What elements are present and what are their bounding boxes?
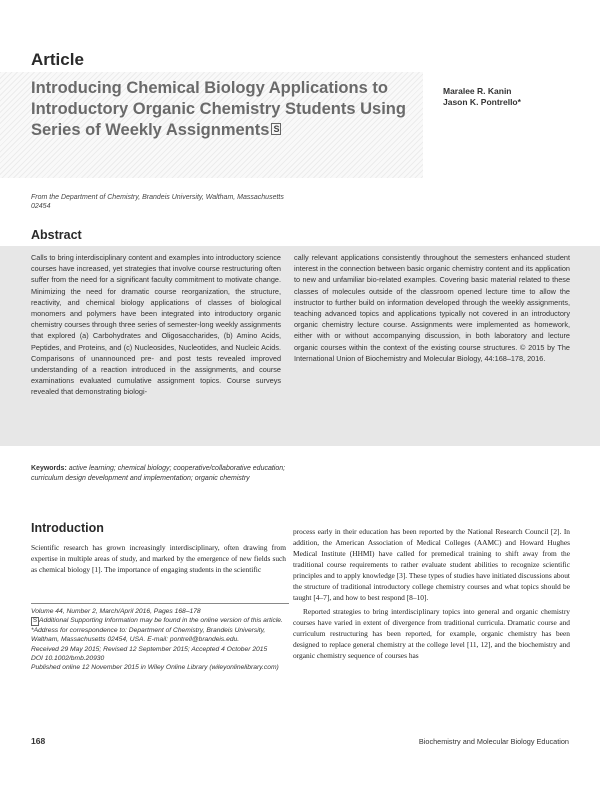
journal-name: Biochemistry and Molecular Biology Education — [418, 737, 569, 746]
doi: DOI 10.1002/bmb.20930 — [31, 654, 105, 662]
article-notes — [31, 607, 289, 672]
keywords-label: Keywords: — [31, 465, 67, 472]
published-online: Published online 12 November 2015 in Wiley Online Library (wileyonlinelibrary.com) — [31, 664, 279, 672]
author-name: Maralee R. Kanin — [443, 86, 512, 96]
author-list — [443, 86, 521, 108]
introduction-heading: Introduction — [31, 521, 104, 535]
intro-text-left — [31, 542, 286, 575]
article-title: Introducing Chemical Biology Applications to Introductory Organic Chemistry Students Using Series of Weekly Assignments S — [31, 79, 406, 139]
page-number: 168 — [31, 736, 46, 746]
received-dates: Received 29 May 2015; Revised 12 September 2015; Accepted 4 October 2015 — [31, 645, 268, 653]
supporting-info-badge: S — [273, 124, 280, 134]
correspondence-note: *Address for correspondence to: Department of Chemistry, Brandeis University, Waltham, Massachusetts 02454, USA. E-mail: pontrell@brandeis.edu. — [31, 627, 266, 644]
paragraph: process early in their education has been reported by the National Research Council [2]. In addition, the American Association of Medical Colleges (AAMC) and Howard Hughes Medical Institute (HHMI) have called for premedical training to shift away from the traditional course requirements to rather evaluate student abilities to recognize scientific principles and to apply knowledge [3]. These types of studies have initiated discussions about the structure of traditional introductory college chemistry courses and what topics should be taught [4–7], and how to best respond [8–10]. — [293, 527, 570, 602]
affiliation: From the Department of Chemistry, Brandeis University, Waltham, Massachusetts 02454 — [31, 194, 284, 210]
author-name: Jason K. Pontrello* — [443, 97, 521, 107]
intro-text-right — [293, 526, 570, 661]
supporting-info-note: S Additional Supporting Information may be found in the online version of this article. — [33, 617, 283, 625]
abstract-text-left: Calls to bring interdisciplinary content and examples into introductory science courses have increased, yet strategies that involve course restructuring often suffer from the need for a significant faculty commitment to motivate change. Minimizing the need for dramatic course reorganization, the structure, reactivity, and chemical biology applications of classes of biological monomers and polymers have been integrated into introductory organic chemistry courses through three series of semester-long weekly assignments that explored (a) Carbohydrates and Oligosaccharides, (b) Amino Acids, Peptides, and Proteins, and (c) Nucleosides, Nucleotides, and Nucleic Acids. Comparisons of unannounced pre- and post tests revealed improved understanding of a reaction introduced in the assignments, and course examinations evaluated cumulative assignment topics. Course surveys revealed that demonstrating biologi- — [31, 253, 281, 397]
paragraph: Reported strategies to bring interdisciplinary topics into general and organic chemistry courses have varied in extent of divergence from traditional curricula. Dramatic course and curriculum restructuring has been reported, for example, organic chemistry has been designed to replace general chemistry at the college level [11, 12], and the biochemistry and organic chemistry sequence of courses has — [293, 607, 570, 660]
supporting-info-icon: S — [33, 618, 38, 625]
keywords — [31, 464, 291, 484]
paragraph: Scientific research has grown increasingly interdisciplinary, often drawing from expertise in multiple areas of study, and marked by the emergence of new fields such as chemical biology [1]. The importance of engaging students in the scientific — [31, 543, 286, 574]
abstract-text-right: cally relevant applications consistently throughout the semesters enhanced student interest in the connection between basic organic chemistry content and its application to new and unfamiliar bio-related examples. Covering basic material related to these classes of molecules outside of the classroom opened lecture time to allow the instructor to further build on information developed through the weekly assignments, teaching advanced topics and applications typically not covered in an introductory organic chemistry lecture course. Assignments were implemented as homework, either with or without accompanying discussion, in both laboratory and lecture organic courses within the context of the existing course structures. © 2015 by The International Union of Biochemistry and Molecular Biology, 44:168–178, 2016. — [294, 253, 570, 363]
volume-info: Volume 44, Number 2, March/April 2016, Pages 168–178 — [31, 608, 201, 615]
article-type-label: Article — [31, 50, 84, 69]
keywords-text: active learning; chemical biology; cooperative/collaborative education; curriculum design development and implementation; organic chemistry — [31, 465, 286, 482]
abstract-heading: Abstract — [31, 228, 82, 242]
footnote-divider — [31, 603, 289, 604]
